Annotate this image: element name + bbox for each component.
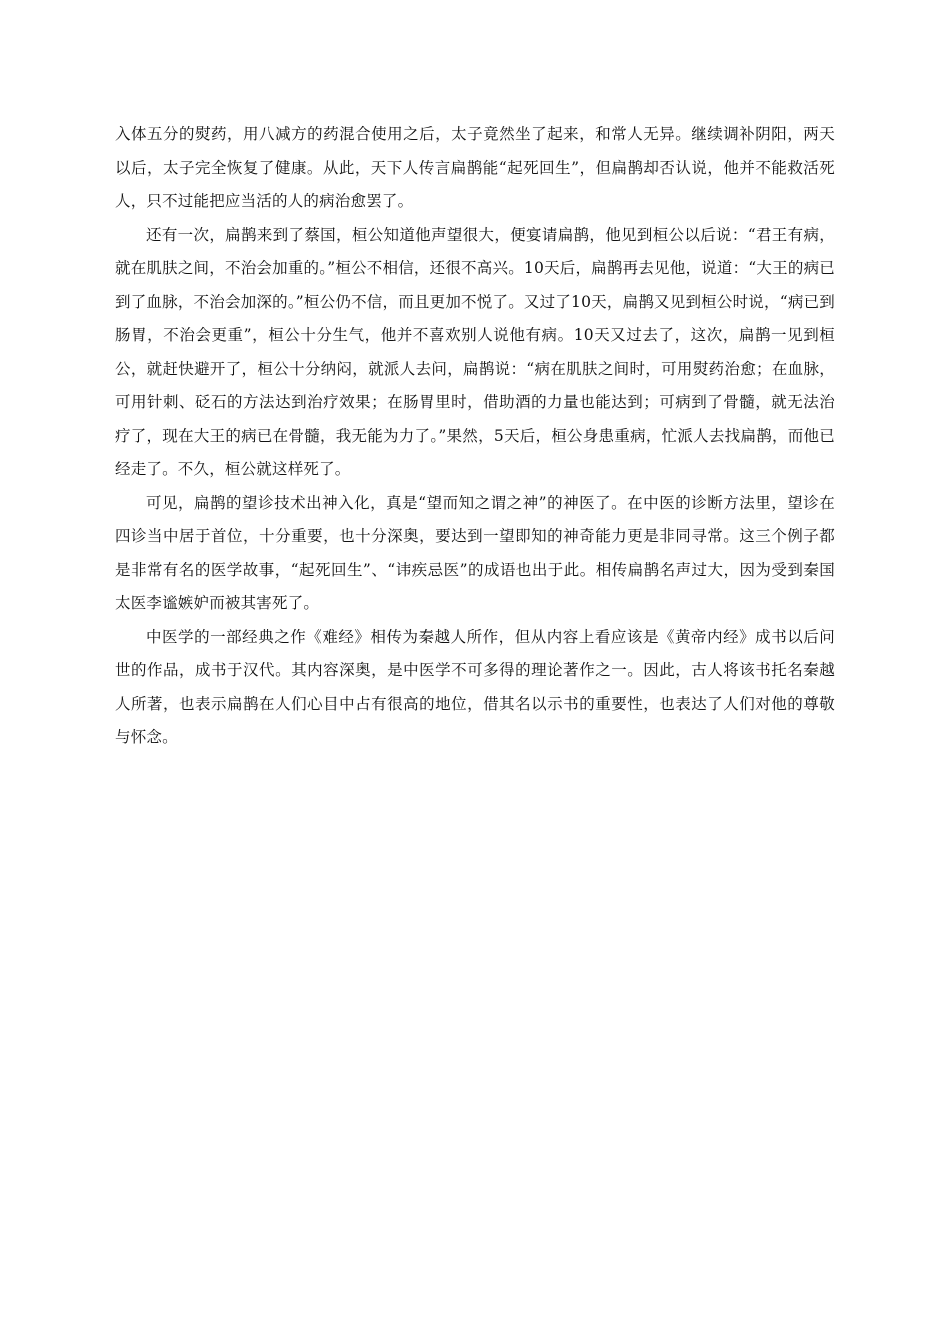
paragraph-2: 还有一次，扁鹊来到了蔡国，桓公知道他声望很大，便宴请扁鹊，他见到桓公以后说：“君王有病，就在肌肤之间，不治会加重的。”桓公不相信，还很不高兴。10天后，扁鹊再去见他，说道：“大王的病已到了血脉，不治会加深的。”桓公仍不信，而且更加不悦了。又过了10天，扁鹊又见到桓公时说，“病已到肠胃，不治会更重”，桓公十分生气，他并不喜欢别人说他有病。10天又过去了，这次，扁鹊一见到桓公，就赶快避开了，桓公十分纳闷，就派人去问，扁鹊说：“病在肌肤之间时，可用熨药治愈；在血脉，可用针刺、砭石的方法达到治疗效果；在肠胃里时，借助酒的力量也能达到；可病到了骨髓，就无法治疗了，现在大王的病已在骨髓，我无能为力了。”果然，5天后，桓公身患重病，忙派人去找扁鹊，而他已经走了。不久，桓公就这样死了。 <box>115 225 835 478</box>
paragraph-1: 入体五分的熨药，用八减方的药混合使用之后，太子竟然坐了起来，和常人无异。继续调补阴阳，两天以后，太子完全恢复了健康。从此，天下人传言扁鹊能“起死回生”，但扁鹊却否认说，他并不能救活死人，只不过能把应当活的人的病治愈罢了。 <box>115 125 835 210</box>
paragraph-3: 可见，扁鹊的望诊技术出神入化，真是“望而知之谓之神”的神医了。在中医的诊断方法里，望诊在四诊当中居于首位，十分重要，也十分深奥，要达到一望即知的神奇能力更是非同寻常。这三个例子都是非常有名的医学故事，“起死回生”、“讳疾忌医”的成语也出于此。相传扁鹊名声过大，因为受到秦国太医李谧嫉妒而被其害死了。 <box>115 493 835 612</box>
document-body <box>115 118 835 755</box>
paragraph-4: 中医学的一部经典之作《难经》相传为秦越人所作，但从内容上看应该是《黄帝内经》成书以后问世的作品，成书于汉代。其内容深奥，是中医学不可多得的理论著作之一。因此，古人将该书托名秦越人所著，也表示扁鹊在人们心目中占有很高的地位，借其名以示书的重要性，也表达了人们对他的尊敬与怀念。 <box>115 627 835 746</box>
